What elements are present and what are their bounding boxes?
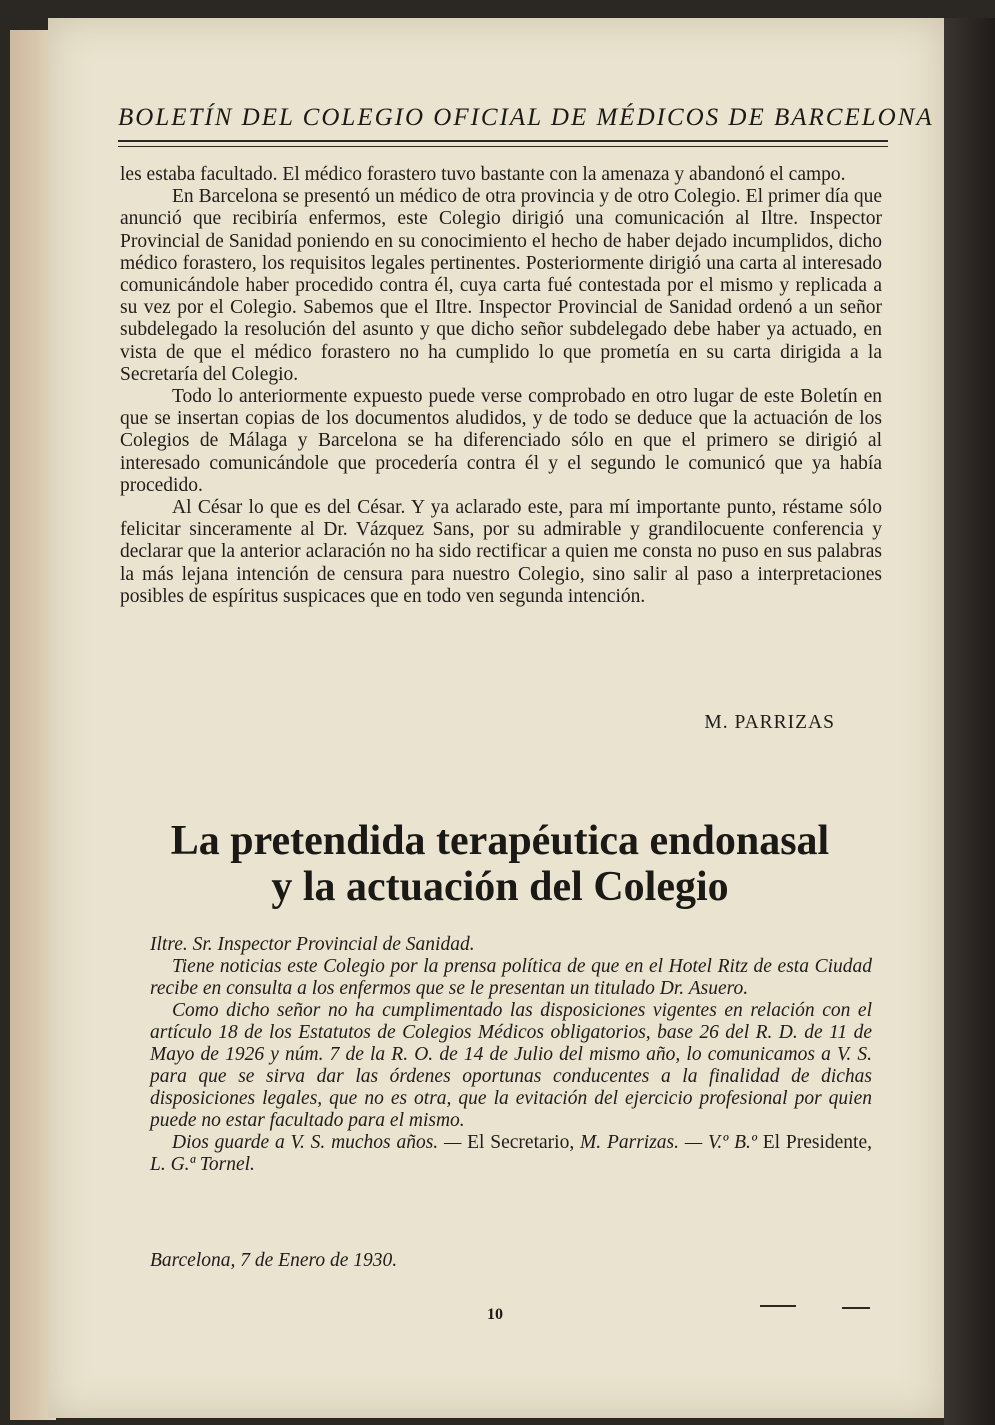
paragraph: En Barcelona se presentó un médico de otra provincia y de otro Colegio. El primer día que anunció que recibiría enfermos, este Colegio dirigió una comunicación al Iltre. Inspector Provincial de Sanidad poniendo en su conocimiento el hecho de haber dejado incumplidos, dicho médico forastero, los requisitos legales pertinentes. Posteriormente dirigió una carta al interesado comunicándole haber procedido contra él, cuya carta fué contestada por el mismo y replicada a su vez por el Colegio. Sabemos que el Iltre. Inspector Provincial de Sanidad ordenó a un señor subdelegado la resolución del asunto y que dicho señor subdelegado debe haber ya actuado, en vista de que el médico forastero no ha cumplido lo que prometía en su carta dirigida a la Secretaría del Colegio.	[120, 186, 882, 385]
running-head: BOLETÍN DEL COLEGIO OFICIAL DE MÉDICOS DE BARCELONA	[118, 104, 934, 131]
letter-closing	[150, 1132, 872, 1176]
header-rule	[118, 140, 888, 142]
binding-shadow	[944, 18, 995, 1425]
ink-mark	[760, 1305, 796, 1307]
ink-mark	[842, 1307, 870, 1309]
closing-name: M. Parrizas. — V.º B.º	[580, 1132, 757, 1153]
page-number: 10	[487, 1306, 503, 1323]
header-rule-thin	[118, 146, 888, 147]
author-signature: M. PARRIZAS	[704, 712, 835, 733]
letter-paragraph: Tiene noticias este Colegio por la prensa política de que en el Hotel Ritz de esta Ciudad recibe en consulta a los enfermos que se le presentan un titulado Dr. Asuero.	[150, 956, 872, 999]
article-title	[120, 818, 880, 910]
article-continuation	[120, 164, 882, 608]
letter-paragraph: Como dicho señor no ha cumplimentado las disposiciones vigentes en relación con el artículo 18 de los Estatutos de Colegios Médicos obligatorios, base 26 del R. D. de 11 de Mayo de 1926 y núm. 7 de la R. O. de 14 de Julio del mismo año, lo comunicamos a V. S. para que se sirva dar las órdenes oportunas conducentes a la finalidad de dichas disposiciones legales, que no es otra, que la evitación del ejercicio profesional por quien puede no estar facultado para el mismo.	[150, 1000, 872, 1131]
article-title-line: y la actuación del Colegio	[271, 864, 729, 910]
letter-date: Barcelona, 7 de Enero de 1930.	[150, 1250, 398, 1271]
closing-text: Dios guarde a V. S. muchos años. —	[172, 1132, 462, 1153]
closing-name: L. G.ª Tornel.	[150, 1154, 255, 1175]
closing-role: El Presidente,	[762, 1132, 872, 1153]
article-title-line: La pretendida terapéutica endonasal	[170, 818, 830, 864]
paragraph: Todo lo anteriormente expuesto puede verse comprobado en otro lugar de este Boletín en que se insertan copias de los documentos aludidos, y de todo se deduce que la actuación de los Colegios de Málaga y Barcelona se ha diferenciado sólo en que el primero se dirigió al interesado comunicándole que procedería contra él y el segundo le comunicó que ya había procedido.	[120, 386, 882, 496]
paragraph: les estaba facultado. El médico forastero tuvo bastante con la amenaza y abandonó el campo.	[120, 164, 846, 185]
paragraph: Al César lo que es del César. Y ya aclarado este, para mí importante punto, réstame sólo felicitar sinceramente al Dr. Vázquez Sans, por su admirable y grandilocuente conferencia y declarar que la anterior aclaración no ha sido rectificar a quien me consta no puso en sus palabras la más lejana intención de censura para nuestro Colegio, sino salir al paso a interpretaciones posibles de espíritus suspicaces que en todo ven segunda intención.	[120, 497, 882, 607]
letter	[150, 934, 872, 1176]
closing-role: El Secretario,	[467, 1132, 575, 1153]
letter-salutation: Iltre. Sr. Inspector Provincial de Sanidad.	[150, 934, 475, 955]
